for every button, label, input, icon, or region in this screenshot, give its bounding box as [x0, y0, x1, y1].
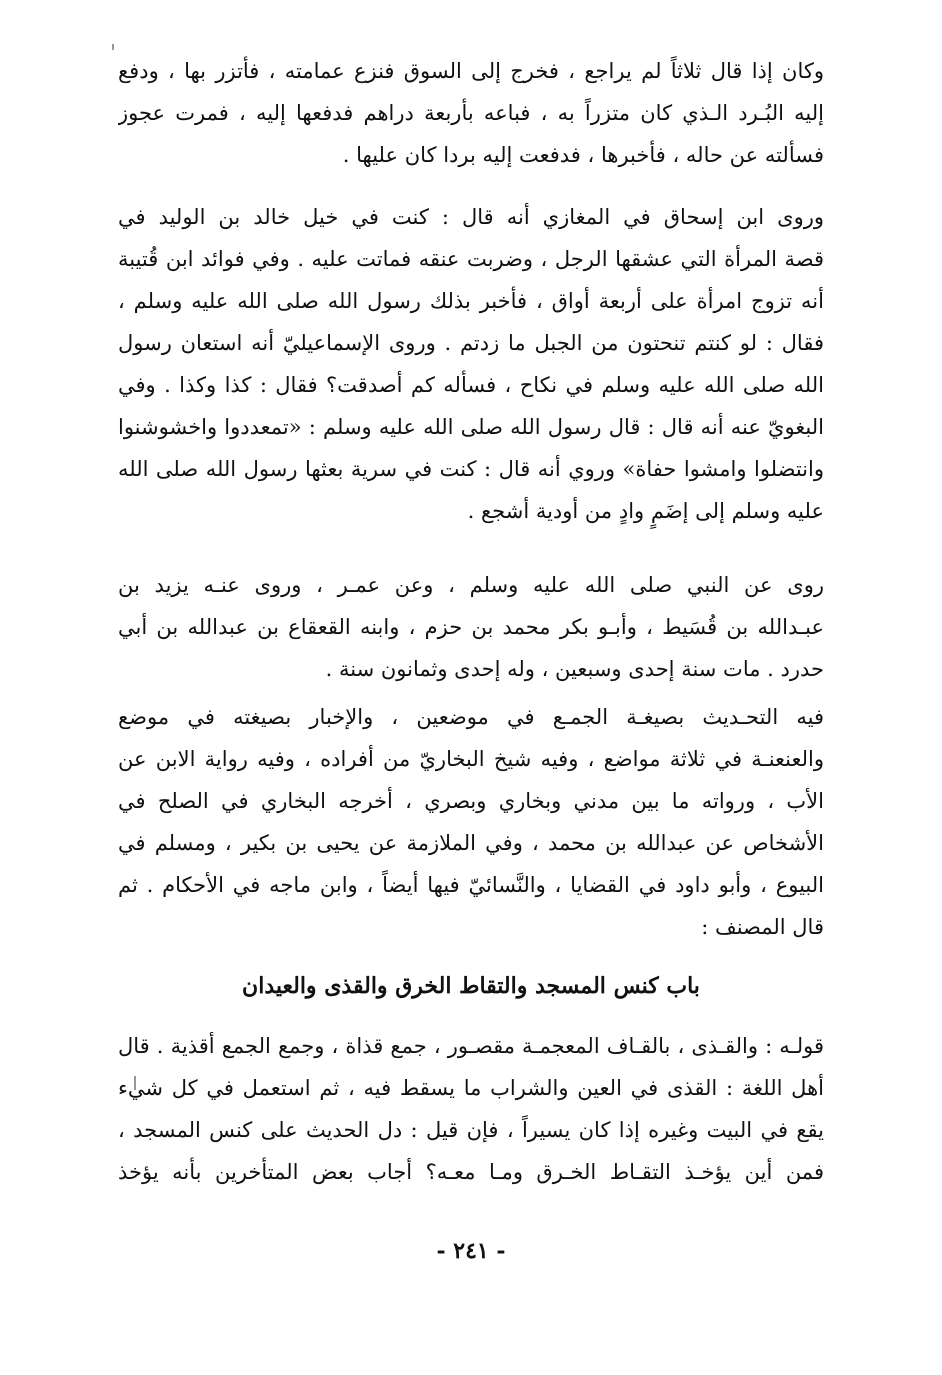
text-line: فمن أين يؤخـذ التقـاط الخـرق ومـا معـه؟ أجاب بعض المتأخرين بأنه يؤخذ — [118, 1160, 824, 1184]
text-line: عليه وسلم إلى إضَمٍ وادٍ من أودية أشجع . — [467, 499, 824, 523]
paragraph-hadith-chain — [118, 696, 824, 948]
text-line: أنه تزوج امرأة على أربعة أواق ، فأخبر بذلك رسول الله صلى الله عليه وسلم ، — [118, 289, 824, 313]
text-line: وروى ابن إسحاق في المغازي أنه قال : كنت في خيل خالد بن الوليد في — [118, 205, 824, 229]
text-line: قولـه : والقـذى ، بالقـاف المعجمـة مقصـور ، جمع قذاة ، وجمع الجمع أقذية . قال — [118, 1034, 824, 1058]
text-line: وانتضلوا وامشوا حفاة» وروي أنه قال : كنت في سرية بعثها رسول الله صلى الله — [118, 457, 824, 481]
text-line: يقع في البيت وغيره إذا كان يسيراً ، فإن قيل : دل الحديث على كنس المسجد ، — [118, 1118, 824, 1142]
text-line: فقال : لو كنتم تنحتون من الجبل ما زدتم . وروى الإسماعيليّ أنه استعان رسول — [118, 331, 824, 355]
paragraph-story-ending — [118, 50, 824, 176]
text-line: فسألته عن حاله ، فأخبرها ، فدفعت إليه بردا كان عليها . — [342, 143, 824, 167]
text-line: البيوع ، وأبو داود في القضايا ، والنَّسائيّ فيها أيضاً ، وابن ماجه في الأحكام . ثم — [118, 873, 824, 897]
paragraph-commentary — [118, 1025, 824, 1193]
text-line: إليه البُـرد الـذي كان متزراً به ، فباعه بأربعة دراهم فدفعها إليه ، فمرت عجوز — [118, 101, 824, 125]
chapter-heading: باب كنس المسجد والتقاط الخرق والقذى والعيدان — [242, 973, 700, 999]
text-line: روى عن النبي صلى الله عليه وسلم ، وعن عمـر ، وروى عنـه يزيد بن — [118, 573, 824, 597]
text-line: عبـدالله بن قُسَيط ، وأبـو بكر محمد بن حزم ، وابنه القعقاع بن عبدالله بن أبي — [118, 615, 824, 639]
text-line: قال المصنف : — [701, 915, 824, 939]
text-line: وكان إذا قال ثلاثاً لم يراجع ، فخرج إلى السوق فنزع عمامته ، فأتزر بها ، ودفع — [118, 59, 824, 83]
text-line: البغويّ عنه أنه قال : قال رسول الله صلى الله عليه وسلم : «تمعددوا واخشوشنوا — [118, 415, 824, 439]
text-line: أهل اللغة : القذى في العين والشراب ما يسقط فيه ، ثم استعمل في كل شيء — [118, 1076, 824, 1100]
text-line: حدرد . مات سنة إحدى وسبعين ، وله إحدى وثمانون سنة . — [325, 657, 824, 681]
page-number: - ٢٤١ - — [436, 1238, 506, 1264]
text-line: الأشخاص عن عبدالله بن محمد ، وفي الملازمة عن يحيى بن بكير ، ومسلم في — [118, 831, 824, 855]
scan-mark — [112, 44, 114, 50]
text-line: والعنعنـة في ثلاثة مواضع ، وفيه شيخ البخاريّ من أفراده ، وفيه رواية الابن عن — [118, 747, 824, 771]
paragraph-biography — [118, 564, 824, 690]
text-line: الله صلى الله عليه وسلم في نكاح ، فسأله كم أصدقت؟ فقال : كذا وكذا . وفي — [118, 373, 824, 397]
paragraph-narrations — [118, 196, 824, 532]
text-line: الأب ، ورواته ما بين مدني وبخاري وبصري ، أخرجه البخاري في الصلح في — [118, 789, 824, 813]
text-line: قصة المرأة التي عشقها الرجل ، وضربت عنقه فماتت عليه . وفي فوائد ابن قُتيبة — [118, 247, 824, 271]
text-line: فيه التحـديث بصيغـة الجمـع في موضعين ، والإخبار بصيغته في موضع — [118, 705, 824, 729]
